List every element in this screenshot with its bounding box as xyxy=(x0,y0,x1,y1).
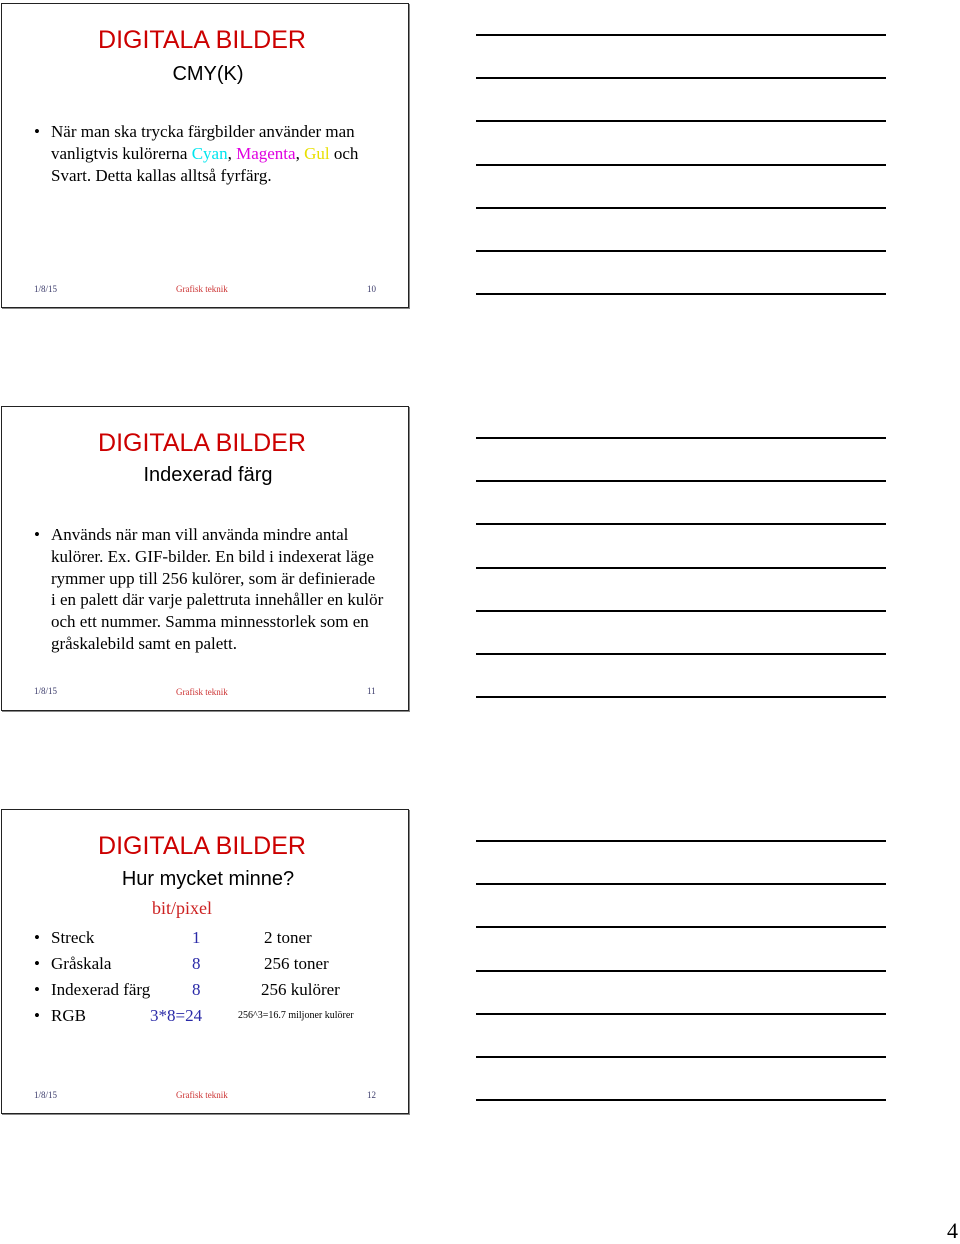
bullet-item: • Används när man vill använda mindre antal kulörer. Ex. GIF-bilder. En bild i indexerat läge rymmer upp till 256 kulörer, som är definierade i en palett där varje palettruta innehåller en kulör och ett nummer. Samma minnesstorlek som en gråskalebild samt en palett. xyxy=(34,524,384,655)
note-line xyxy=(476,926,886,928)
slide-subtitle: Hur mycket minne? xyxy=(121,868,295,890)
note-line xyxy=(476,970,886,972)
slide-11 xyxy=(1,406,409,711)
footer-date: 1/8/15 xyxy=(34,1090,58,1100)
bullet-list xyxy=(34,524,384,655)
page-number: 4 xyxy=(947,1218,958,1243)
footer-title: Grafisk teknik xyxy=(176,687,228,697)
footer-title: Grafisk teknik xyxy=(176,284,228,294)
note-line xyxy=(476,34,886,36)
note-line xyxy=(476,610,886,612)
note-line xyxy=(476,1099,886,1101)
memory-row: • Streck 1 2 toner xyxy=(34,928,312,947)
footer-date: 1/8/15 xyxy=(34,686,58,696)
note-line xyxy=(476,293,886,295)
footer-slide-number: 12 xyxy=(367,1090,376,1100)
slide-10 xyxy=(1,3,409,308)
note-line xyxy=(476,480,886,482)
footer-slide-number: 11 xyxy=(367,686,376,696)
note-line xyxy=(476,207,886,209)
note-line xyxy=(476,883,886,885)
footer-slide-number: 10 xyxy=(367,284,376,294)
slide-subtitle: Indexerad färg xyxy=(143,464,273,486)
note-line xyxy=(476,120,886,122)
note-line xyxy=(476,250,886,252)
slide-subtitle: CMY(K) xyxy=(172,63,244,85)
note-line xyxy=(476,437,886,439)
slide-12 xyxy=(1,809,409,1114)
note-line xyxy=(476,567,886,569)
cyan-word: Cyan xyxy=(191,143,228,163)
note-line xyxy=(476,1013,886,1015)
note-line xyxy=(476,77,886,79)
bullet-item: • När man ska trycka färgbilder använder man vanligtvis kulörerna Cyan, Magenta, Gul och Svart. Detta kallas alltså fyrfärg. xyxy=(34,121,384,186)
footer-date: 1/8/15 xyxy=(34,284,58,294)
memory-row: • Indexerad färg 8 256 kulörer xyxy=(34,980,340,999)
note-line xyxy=(476,1056,886,1058)
bits-per-pixel-header: bit/pixel xyxy=(152,898,212,918)
bullet-list xyxy=(34,121,384,186)
note-line xyxy=(476,696,886,698)
note-line xyxy=(476,653,886,655)
footer-title: Grafisk teknik xyxy=(176,1090,228,1100)
magenta-word: Magenta xyxy=(236,143,296,163)
slide-title: DIGITALA BILDER xyxy=(98,832,306,860)
memory-row: • RGB 3*8=24 256^3=16.7 miljoner kulörer xyxy=(34,1006,354,1025)
note-line xyxy=(476,523,886,525)
yellow-word: Gul xyxy=(304,143,330,163)
slide-title: DIGITALA BILDER xyxy=(98,26,306,54)
note-line xyxy=(476,840,886,842)
slide-title: DIGITALA BILDER xyxy=(98,429,306,457)
memory-row: • Gråskala 8 256 toner xyxy=(34,954,329,973)
note-line xyxy=(476,164,886,166)
